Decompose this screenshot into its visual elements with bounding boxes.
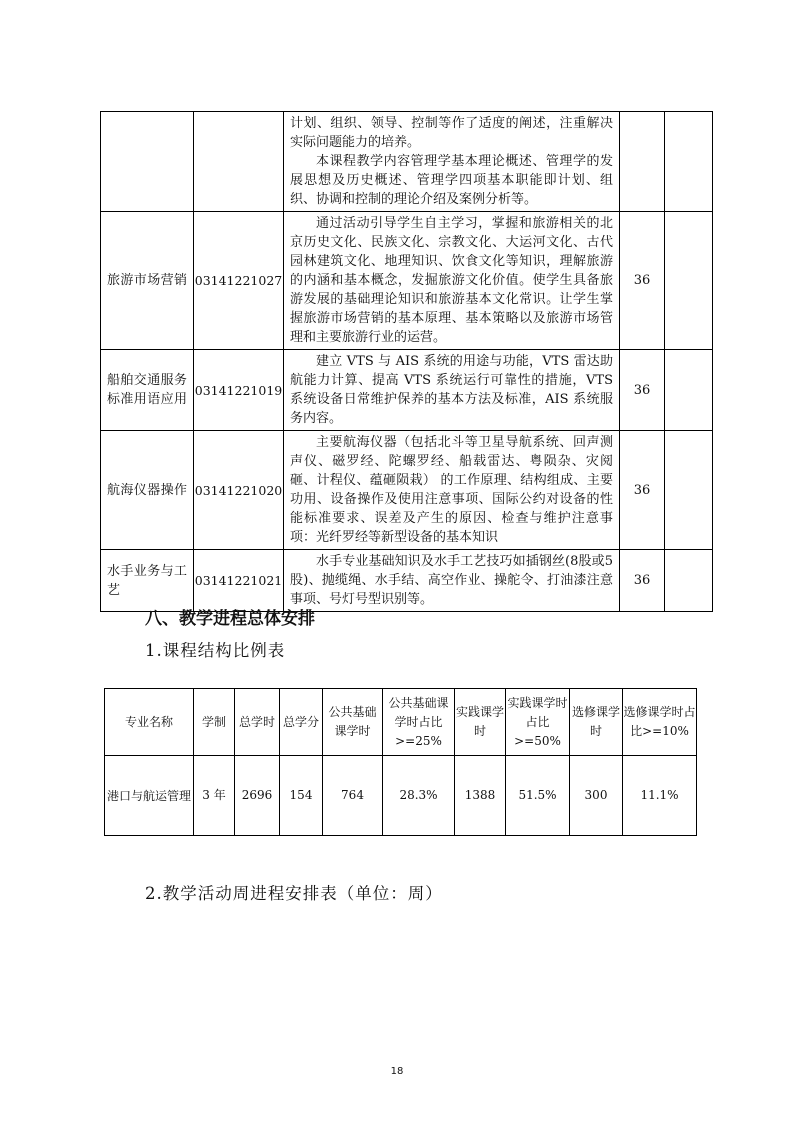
course-code: 03141221021 [194, 550, 284, 612]
header-cell: 实践课学时 [455, 689, 506, 756]
ratio-header-row [105, 689, 697, 756]
header-cell: 选修课学时 [570, 689, 623, 756]
value-cell: 11.1% [623, 756, 697, 836]
page-number: 18 [390, 1066, 404, 1077]
empty-cell [665, 112, 713, 212]
course-name: 水手业务与工艺 [101, 550, 194, 612]
course-name: 航海仪器操作 [101, 431, 194, 550]
course-row [101, 350, 713, 431]
course-hours [620, 112, 665, 212]
header-cell: 专业名称 [105, 689, 194, 756]
course-description [284, 350, 620, 431]
course-table [100, 111, 713, 612]
description-paragraph: 主要航海仪器（包括北斗等卫星导航系统、回声测声仪、磁罗经、陀螺罗经、船载雷达、粤陨杂、灾阅砸、计程仪、蕴砸陨栽） 的工作原理、结构组成、主要功用、设备操作及使用注意事项、国际公约对设备的性能标准要求、误差及产生的原因、检查与维护注意事项：光纤罗经等新型设备的基本知识 [290, 435, 613, 545]
section-heading: 八、教学进程总体安排 [145, 609, 315, 629]
course-row [101, 431, 713, 550]
header-cell: 实践课学时占比>=50% [506, 689, 570, 756]
value-cell: 300 [570, 756, 623, 836]
ratio-value-row [105, 756, 697, 836]
course-name: 旅游市场营销 [101, 212, 194, 350]
empty-cell [665, 431, 713, 550]
header-cell: 学制 [194, 689, 235, 756]
course-description [284, 431, 620, 550]
empty-cell [665, 550, 713, 612]
value-cell: 51.5% [506, 756, 570, 836]
course-name [101, 112, 194, 212]
course-description [284, 112, 620, 212]
header-cell: 总学时 [235, 689, 280, 756]
description-paragraph: 通过活动引导学生自主学习，掌握和旅游相关的北京历史文化、民族文化、宗教文化、大运河文化、古代园林建筑文化、地理知识、饮食文化等知识，理解旅游的内涵和基本概念，发掘旅游文化价值。使学生具备旅游发展的基础理论知识和旅游基本文化常识。让学生掌握旅游市场营销的基本原理、基本策略以及旅游市场管理和主要旅游行业的运营。 [290, 216, 613, 345]
empty-cell [665, 350, 713, 431]
description-paragraph: 建立 VTS 与 AIS 系统的用途与功能，VTS 雷达助航能力计算、提高 VTS 系统运行可靠性的措施，VTS 系统设备日常维护保养的基本方法及标准，AIS 系统服务内容。 [290, 354, 613, 426]
header-cell: 公共基础课学时占比>=25% [383, 689, 455, 756]
course-row [101, 550, 713, 612]
header-cell: 公共基础课学时 [323, 689, 383, 756]
value-cell: 28.3% [383, 756, 455, 836]
value-cell: 1388 [455, 756, 506, 836]
subsection-heading-course-ratio: 1.课程结构比例表 [145, 641, 286, 660]
description-paragraph: 本课程教学内容管理学基本理论概述、管理学的发展思想及历史概述、管理学四项基本职能即计划、组织、协调和控制的理论介绍及案例分析等。 [290, 154, 613, 207]
value-cell: 154 [280, 756, 323, 836]
course-name: 船舶交通服务标准用语应用 [101, 350, 194, 431]
course-row [101, 112, 713, 212]
empty-cell [665, 212, 713, 350]
course-structure-ratio-table [104, 688, 697, 836]
subsection-heading-week-schedule: 2.教学活动周进程安排表（单位：周） [145, 884, 443, 903]
value-cell: 3 年 [194, 756, 235, 836]
description-paragraph: 水手专业基础知识及水手工艺技巧如插钢丝(8股或5股)、抛缆绳、水手结、高空作业、操舵令、打油漆注意事项、号灯号型识别等。 [290, 554, 613, 607]
course-description [284, 550, 620, 612]
description-paragraph: 计划、组织、领导、控制等作了适度的阐述，注重解决实际问题能力的培养。 [290, 116, 613, 150]
course-hours: 36 [620, 431, 665, 550]
course-code: 03141221020 [194, 431, 284, 550]
header-cell: 选修课学时占比>=10% [623, 689, 697, 756]
course-code: 03141221027 [194, 212, 284, 350]
value-cell: 764 [323, 756, 383, 836]
header-cell: 总学分 [280, 689, 323, 756]
course-row [101, 212, 713, 350]
course-hours: 36 [620, 550, 665, 612]
course-hours: 36 [620, 212, 665, 350]
course-code [194, 112, 284, 212]
value-cell: 2696 [235, 756, 280, 836]
course-hours: 36 [620, 350, 665, 431]
course-description [284, 212, 620, 350]
value-cell: 港口与航运管理 [105, 756, 194, 836]
course-code: 03141221019 [194, 350, 284, 431]
